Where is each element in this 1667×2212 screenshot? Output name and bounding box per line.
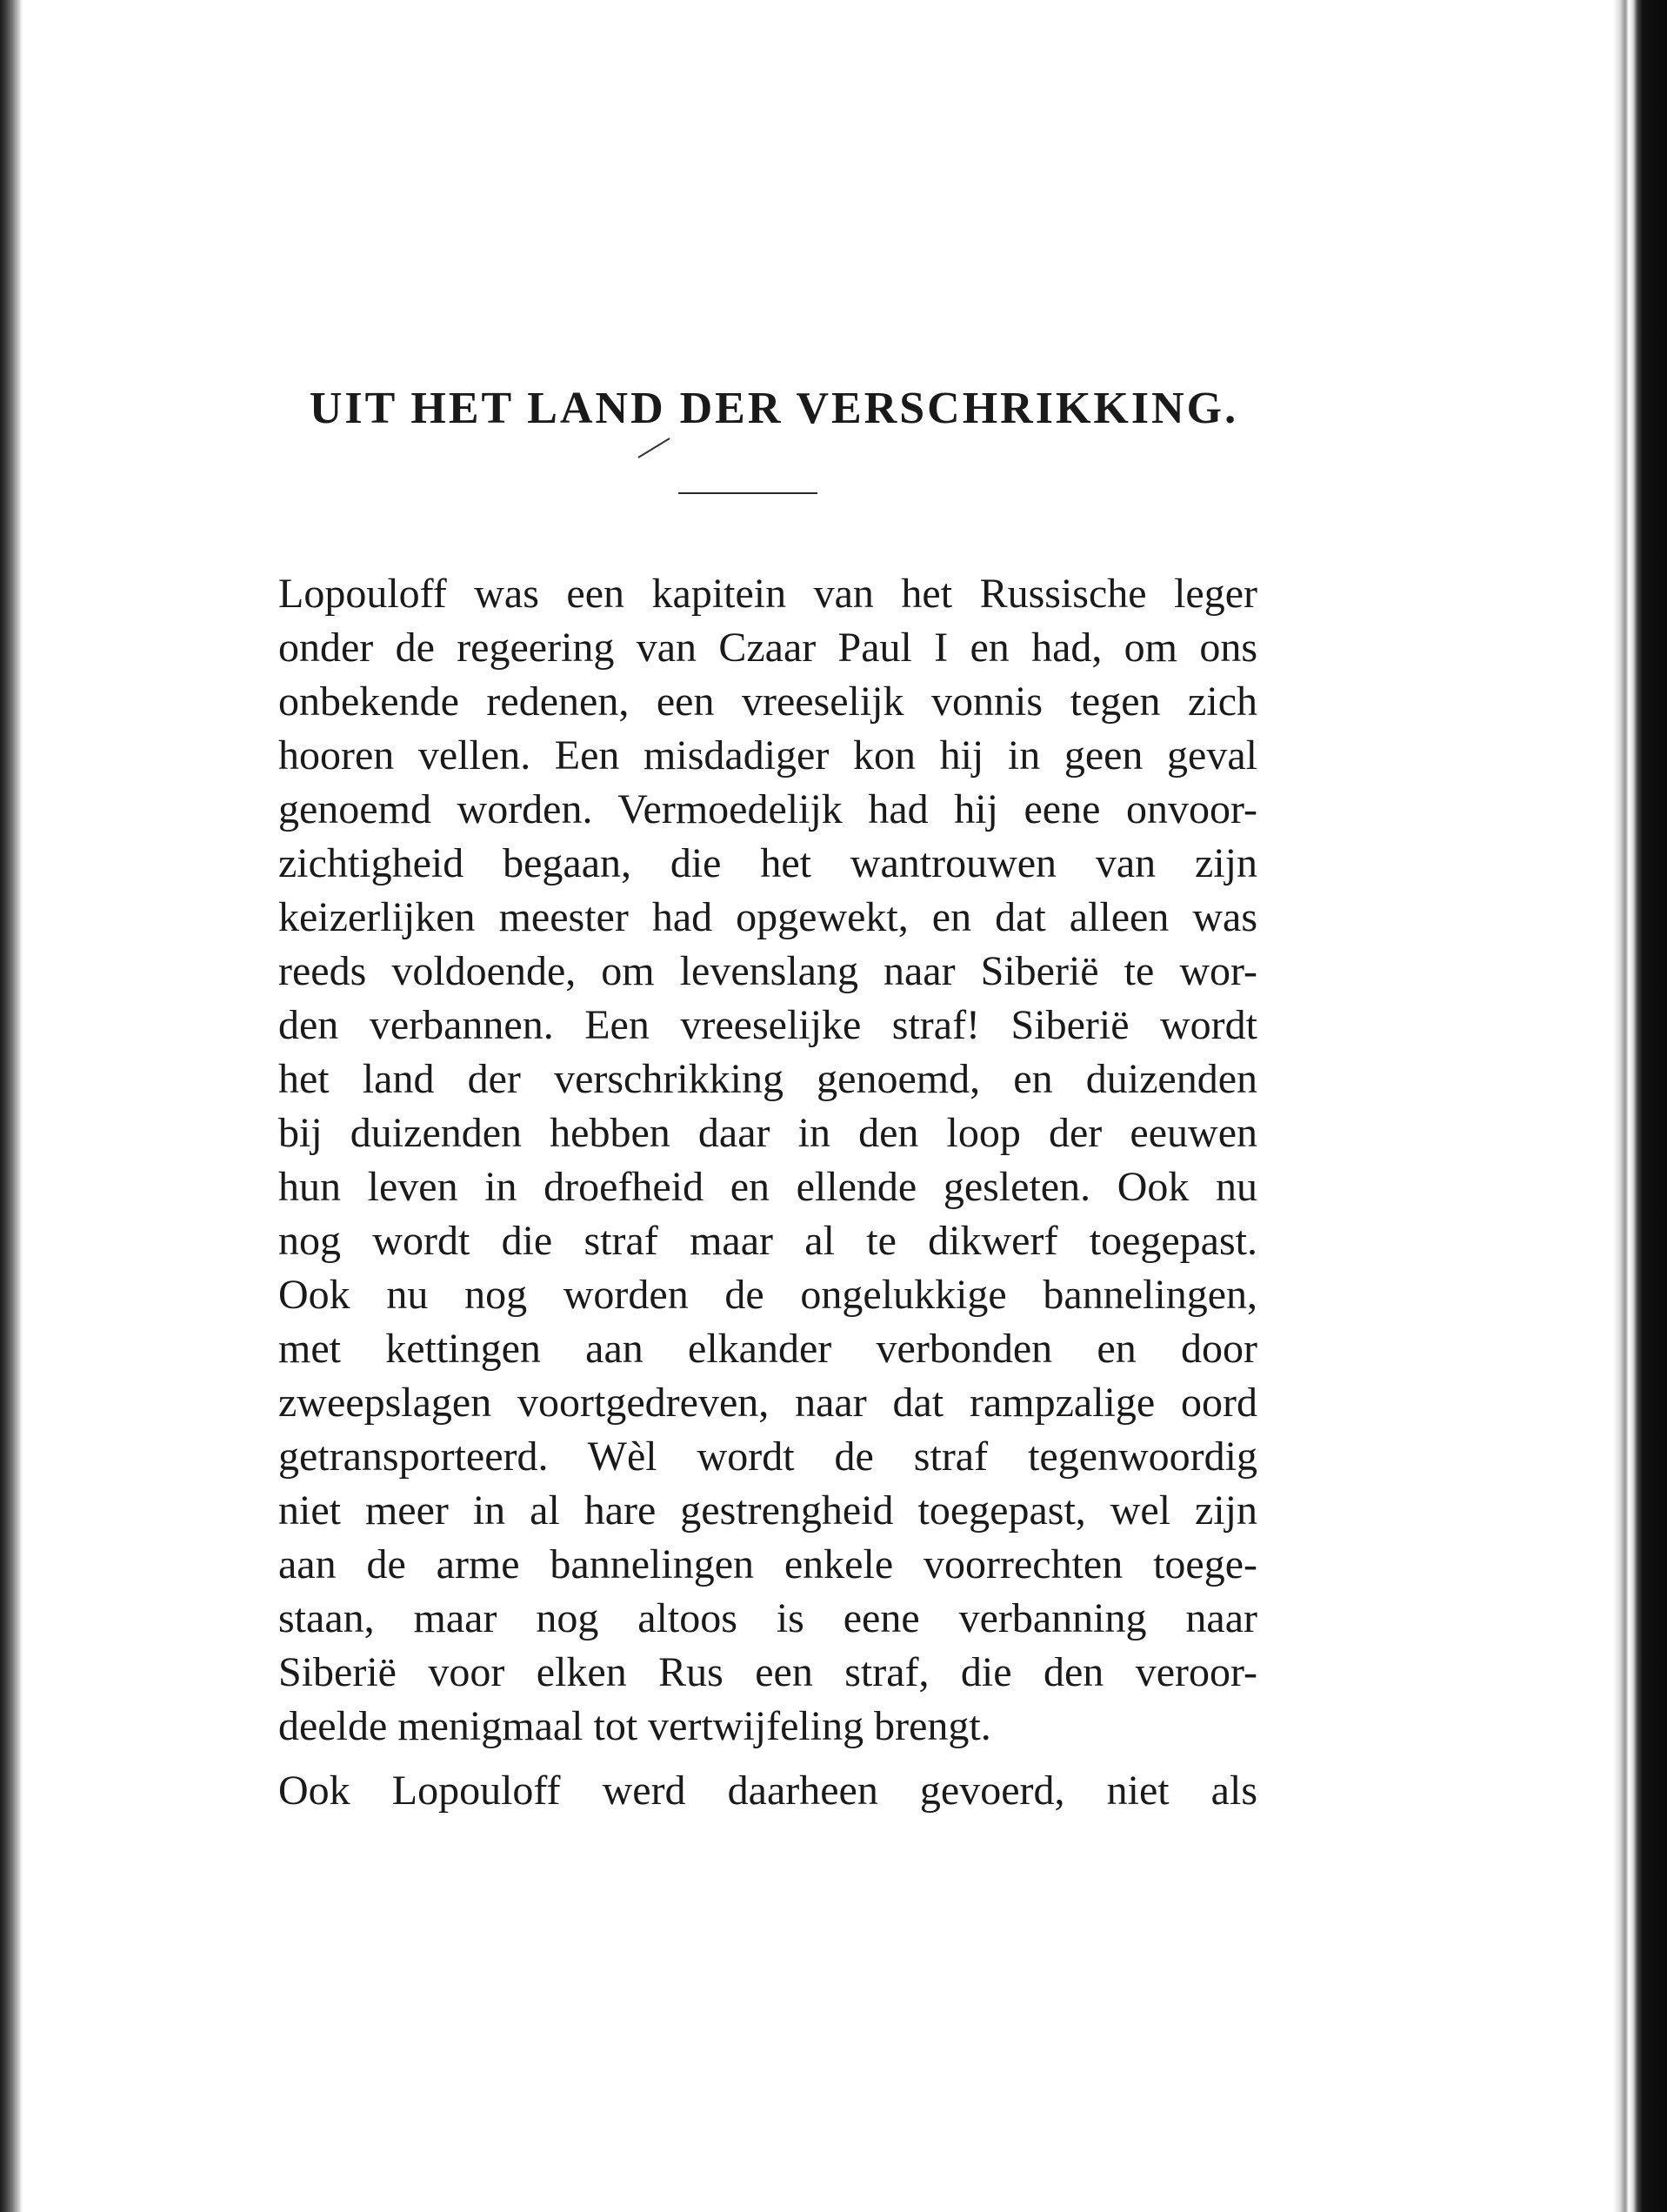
text-line: onbekende redenen, een vreeselijk vonnis tegen zich bbox=[278, 678, 1257, 725]
text-line: zweepslagen voortgedreven, naar dat rampzalige oord bbox=[278, 1380, 1257, 1426]
text-line: keizerlijken meester had opgewekt, en dat alleen was bbox=[278, 894, 1257, 940]
text-line: deelde menigmaal tot vertwijfeling brengt. bbox=[278, 1703, 991, 1749]
text-line: den verbannen. Een vreeselijke straf! Siberië wordt bbox=[278, 1002, 1257, 1048]
text-line: nog wordt die straf maar al te dikwerf toegepast. bbox=[278, 1218, 1257, 1264]
scan-right-edge bbox=[1629, 0, 1667, 2212]
text-line: het land der verschrikking genoemd, en duizenden bbox=[278, 1056, 1257, 1102]
text-line: Siberië voor elken Rus een straf, die den veroor- bbox=[278, 1649, 1257, 1695]
text-line: Ook nu nog worden de ongelukkige bannelingen, bbox=[278, 1272, 1257, 1318]
scan-right-shadow bbox=[1613, 0, 1629, 2212]
text-line: aan de arme bannelingen enkele voorrechten toege- bbox=[278, 1541, 1257, 1587]
text-line: hooren vellen. Een misdadiger kon hij in geen geval bbox=[278, 732, 1257, 779]
pen-mark-icon bbox=[635, 435, 673, 461]
text-line: onder de regeering van Czaar Paul I en had, om ons bbox=[278, 625, 1257, 671]
text-line: staan, maar nog altoos is eene verbanning naar bbox=[278, 1595, 1257, 1641]
text-line: met kettingen aan elkander verbonden en door bbox=[278, 1326, 1257, 1372]
scan-left-edge bbox=[0, 0, 23, 2212]
body-text bbox=[235, 567, 1257, 1828]
paragraph-2 bbox=[235, 1764, 1257, 1818]
text-line: hun leven in droefheid en ellende gesleten. Ook nu bbox=[278, 1164, 1257, 1210]
text-line: genoemd worden. Vermoedelijk had hij eene onvoor- bbox=[278, 786, 1257, 832]
page-title: UIT HET LAND DER VERSCHRIKKING. bbox=[309, 384, 1239, 433]
title-divider bbox=[678, 492, 817, 494]
text-line: getransporteerd. Wèl wordt de straf tegenwoordig bbox=[278, 1433, 1257, 1480]
text-line: bij duizenden hebben daar in den loop der eeuwen bbox=[278, 1110, 1257, 1156]
text-line: Ook Lopouloff werd daarheen gevoerd, niet als bbox=[278, 1768, 1257, 1814]
text-line: zichtigheid begaan, die het wantrouwen van zijn bbox=[278, 840, 1257, 886]
text-line: niet meer in al hare gestrengheid toegepast, wel zijn bbox=[278, 1487, 1257, 1534]
paragraph-1 bbox=[235, 567, 1257, 1754]
text-line: Lopouloff was een kapitein van het Russische leger bbox=[278, 571, 1257, 617]
text-line: reeds voldoende, om levenslang naar Siberië te wor- bbox=[278, 948, 1257, 994]
